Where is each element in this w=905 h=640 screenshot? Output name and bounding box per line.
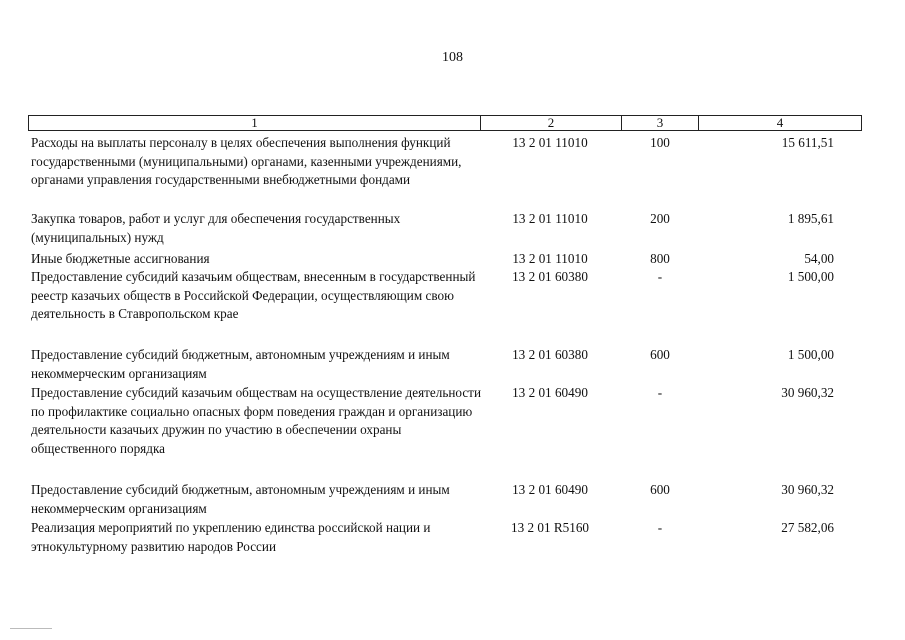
row-type: 600 [650, 347, 670, 362]
row-name: Предоставление субсидий казачьим обществам, внесенным в государственный реестр казачьих обществ в Российской Федерации, осуществляющим свою деятельность в Ставропольском крае [31, 269, 476, 321]
row-name: Закупка товаров, работ и услуг для обеспечения государственных (муниципальных) нужд [31, 211, 401, 245]
row-name: Иные бюджетные ассигнования [31, 251, 210, 266]
row-type: - [657, 269, 663, 284]
row-amount: 30 960,32 [781, 385, 834, 400]
header-col-2: 2 [547, 115, 555, 130]
row-amount: 15 611,51 [781, 135, 834, 150]
row-name: Предоставление субсидий казачьим обществам на осуществление деятельности по профилактике социально опасных форм поведения граждан и организацию деятельности казачьих дружин по участию в обеспечении охраны общественного порядка [31, 385, 481, 456]
row-code: 13 2 01 60490 [512, 482, 588, 497]
row-code: 13 2 01 60380 [512, 347, 588, 362]
row-amount: 1 500,00 [787, 347, 834, 362]
row-name: Предоставление субсидий бюджетным, автономным учреждениям и иным некоммерческим организациям [31, 482, 450, 516]
row-type: - [657, 385, 663, 400]
row-amount: 54,00 [804, 251, 834, 266]
row-type: 800 [650, 251, 670, 266]
header-col-1: 1 [251, 115, 258, 130]
row-type: 200 [650, 211, 670, 226]
row-name: Реализация мероприятий по укреплению единства российской нации и этнокультурному развитию народов России [31, 520, 431, 554]
row-amount: 30 960,32 [781, 482, 834, 497]
row-type: - [657, 520, 663, 535]
row-name: Расходы на выплаты персоналу в целях обеспечения выполнения функций государственными (муниципальными) органами, казенными учреждениями, органами управления государственными внебюджетными фондами [31, 135, 462, 187]
row-amount: 1 895,61 [787, 211, 834, 226]
row-code: 13 2 01 11010 [512, 211, 588, 226]
row-name: Предоставление субсидий бюджетным, автономным учреждениям и иным некоммерческим организациям [31, 347, 450, 381]
page-number: 108 [442, 50, 463, 65]
table-header-row [28, 115, 862, 131]
row-type: 100 [650, 135, 670, 150]
row-code: 13 2 01 R5160 [510, 520, 590, 535]
row-amount: 27 582,06 [781, 520, 834, 535]
row-code: 13 2 01 60490 [512, 385, 588, 400]
header-col-4: 4 [776, 115, 784, 130]
row-code: 13 2 01 11010 [512, 251, 588, 266]
row-amount: 1 500,00 [787, 269, 834, 284]
row-code: 13 2 01 60380 [512, 269, 588, 284]
scan-artifact-line [10, 628, 52, 629]
header-col-3: 3 [656, 115, 664, 130]
row-type: 600 [650, 482, 670, 497]
row-code: 13 2 01 11010 [512, 135, 588, 150]
